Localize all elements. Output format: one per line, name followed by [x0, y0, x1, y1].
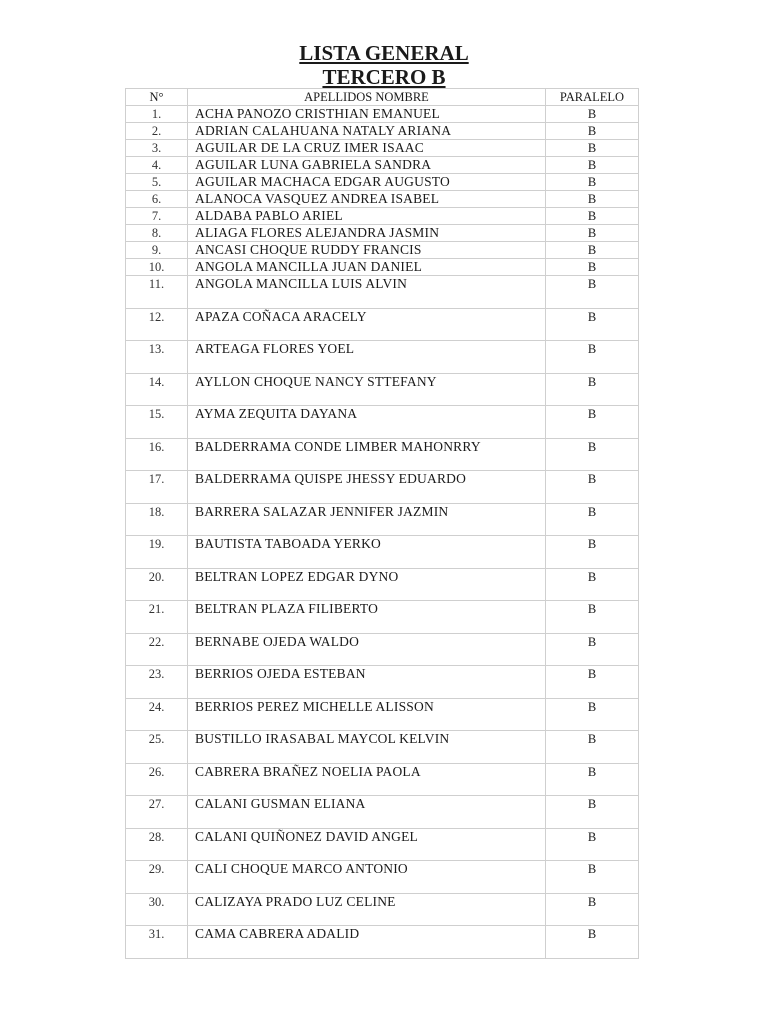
- table-row: [126, 174, 639, 191]
- table-row: [126, 796, 639, 829]
- student-name: BERNABE OJEDA WALDO: [188, 633, 546, 666]
- student-name: BALDERRAMA CONDE LIMBER MAHONRRY: [188, 438, 546, 471]
- table-row: [126, 828, 639, 861]
- student-name: ALANOCA VASQUEZ ANDREA ISABEL: [188, 191, 546, 208]
- row-number: 8.: [126, 225, 188, 242]
- row-paralelo: B: [546, 191, 639, 208]
- student-name: AYLLON CHOQUE NANCY STTEFANY: [188, 373, 546, 406]
- student-name: BERRIOS PEREZ MICHELLE ALISSON: [188, 698, 546, 731]
- row-paralelo: B: [546, 276, 639, 309]
- student-name: APAZA COÑACA ARACELY: [188, 308, 546, 341]
- student-name: CAMA CABRERA ADALID: [188, 926, 546, 959]
- row-number: 28.: [126, 828, 188, 861]
- table-header-row: [126, 89, 639, 106]
- row-number: 31.: [126, 926, 188, 959]
- row-number: 5.: [126, 174, 188, 191]
- row-number: 2.: [126, 123, 188, 140]
- student-name: BELTRAN PLAZA FILIBERTO: [188, 601, 546, 634]
- row-paralelo: B: [546, 536, 639, 569]
- header-paralelo: PARALELO: [546, 89, 639, 106]
- table-row: [126, 123, 639, 140]
- student-name: CALANI QUIÑONEZ DAVID ANGEL: [188, 828, 546, 861]
- table-row: [126, 208, 639, 225]
- table-row: [126, 698, 639, 731]
- table-row: [126, 308, 639, 341]
- row-number: 13.: [126, 341, 188, 374]
- row-number: 26.: [126, 763, 188, 796]
- table-row: [126, 926, 639, 959]
- row-paralelo: B: [546, 503, 639, 536]
- row-number: 21.: [126, 601, 188, 634]
- row-paralelo: B: [546, 308, 639, 341]
- row-paralelo: B: [546, 601, 639, 634]
- student-name: BELTRAN LOPEZ EDGAR DYNO: [188, 568, 546, 601]
- row-number: 16.: [126, 438, 188, 471]
- row-paralelo: B: [546, 140, 639, 157]
- student-name: BERRIOS OJEDA ESTEBAN: [188, 666, 546, 699]
- row-number: 4.: [126, 157, 188, 174]
- row-number: 7.: [126, 208, 188, 225]
- table-row: [126, 601, 639, 634]
- student-name: ANGOLA MANCILLA LUIS ALVIN: [188, 276, 546, 309]
- row-number: 23.: [126, 666, 188, 699]
- header-number: N°: [126, 89, 188, 106]
- row-number: 3.: [126, 140, 188, 157]
- row-paralelo: B: [546, 698, 639, 731]
- table-row: [126, 242, 639, 259]
- row-number: 10.: [126, 259, 188, 276]
- student-name: BUSTILLO IRASABAL MAYCOL KELVIN: [188, 731, 546, 764]
- student-name: AYMA ZEQUITA DAYANA: [188, 406, 546, 439]
- row-paralelo: B: [546, 242, 639, 259]
- table-row: [126, 536, 639, 569]
- student-name: AGUILAR DE LA CRUZ IMER ISAAC: [188, 140, 546, 157]
- document-subtitle: TERCERO B: [322, 65, 446, 89]
- student-name: ANGOLA MANCILLA JUAN DANIEL: [188, 259, 546, 276]
- student-name: CALIZAYA PRADO LUZ CELINE: [188, 893, 546, 926]
- row-paralelo: B: [546, 341, 639, 374]
- table-row: [126, 406, 639, 439]
- table-row: [126, 503, 639, 536]
- table-row: [126, 157, 639, 174]
- row-paralelo: B: [546, 438, 639, 471]
- row-number: 15.: [126, 406, 188, 439]
- table-row: [126, 893, 639, 926]
- row-paralelo: B: [546, 633, 639, 666]
- row-number: 14.: [126, 373, 188, 406]
- table-row: [126, 276, 639, 309]
- student-name: CALANI GUSMAN ELIANA: [188, 796, 546, 829]
- row-number: 20.: [126, 568, 188, 601]
- student-name: BARRERA SALAZAR JENNIFER JAZMIN: [188, 503, 546, 536]
- row-paralelo: B: [546, 225, 639, 242]
- table-row: [126, 225, 639, 242]
- row-paralelo: B: [546, 828, 639, 861]
- table-row: [126, 861, 639, 894]
- table-row: [126, 191, 639, 208]
- row-paralelo: B: [546, 373, 639, 406]
- table-row: [126, 341, 639, 374]
- row-number: 17.: [126, 471, 188, 504]
- row-paralelo: B: [546, 157, 639, 174]
- row-paralelo: B: [546, 568, 639, 601]
- table-row: [126, 471, 639, 504]
- row-number: 29.: [126, 861, 188, 894]
- row-number: 24.: [126, 698, 188, 731]
- row-paralelo: B: [546, 123, 639, 140]
- row-paralelo: B: [546, 731, 639, 764]
- row-number: 9.: [126, 242, 188, 259]
- student-name: AGUILAR MACHACA EDGAR AUGUSTO: [188, 174, 546, 191]
- row-number: 18.: [126, 503, 188, 536]
- student-name: ALIAGA FLORES ALEJANDRA JASMIN: [188, 225, 546, 242]
- row-paralelo: B: [546, 796, 639, 829]
- row-number: 27.: [126, 796, 188, 829]
- row-paralelo: B: [546, 861, 639, 894]
- table-row: [126, 666, 639, 699]
- row-number: 1.: [126, 106, 188, 123]
- table-row: [126, 259, 639, 276]
- table-row: [126, 438, 639, 471]
- row-paralelo: B: [546, 106, 639, 123]
- student-name: ARTEAGA FLORES YOEL: [188, 341, 546, 374]
- row-paralelo: B: [546, 926, 639, 959]
- row-paralelo: B: [546, 174, 639, 191]
- student-name: CABRERA BRAÑEZ NOELIA PAOLA: [188, 763, 546, 796]
- student-list-table: [125, 88, 639, 959]
- table-row: [126, 106, 639, 123]
- table-row: [126, 568, 639, 601]
- row-paralelo: B: [546, 471, 639, 504]
- header-name: APELLIDOS NOMBRE: [188, 89, 546, 106]
- row-number: 22.: [126, 633, 188, 666]
- row-number: 12.: [126, 308, 188, 341]
- row-number: 25.: [126, 731, 188, 764]
- document-title: LISTA GENERAL: [299, 41, 469, 65]
- student-name: CALI CHOQUE MARCO ANTONIO: [188, 861, 546, 894]
- student-name: ACHA PANOZO CRISTHIAN EMANUEL: [188, 106, 546, 123]
- row-paralelo: B: [546, 893, 639, 926]
- row-number: 19.: [126, 536, 188, 569]
- student-name: BALDERRAMA QUISPE JHESSY EDUARDO: [188, 471, 546, 504]
- student-name: ANCASI CHOQUE RUDDY FRANCIS: [188, 242, 546, 259]
- row-number: 11.: [126, 276, 188, 309]
- row-paralelo: B: [546, 763, 639, 796]
- student-name: AGUILAR LUNA GABRIELA SANDRA: [188, 157, 546, 174]
- row-paralelo: B: [546, 406, 639, 439]
- table-row: [126, 373, 639, 406]
- row-paralelo: B: [546, 208, 639, 225]
- row-paralelo: B: [546, 259, 639, 276]
- table-row: [126, 633, 639, 666]
- row-paralelo: B: [546, 666, 639, 699]
- row-number: 30.: [126, 893, 188, 926]
- table-row: [126, 140, 639, 157]
- student-name: ADRIAN CALAHUANA NATALY ARIANA: [188, 123, 546, 140]
- student-name: ALDABA PABLO ARIEL: [188, 208, 546, 225]
- student-name: BAUTISTA TABOADA YERKO: [188, 536, 546, 569]
- row-number: 6.: [126, 191, 188, 208]
- table-row: [126, 731, 639, 764]
- table-row: [126, 763, 639, 796]
